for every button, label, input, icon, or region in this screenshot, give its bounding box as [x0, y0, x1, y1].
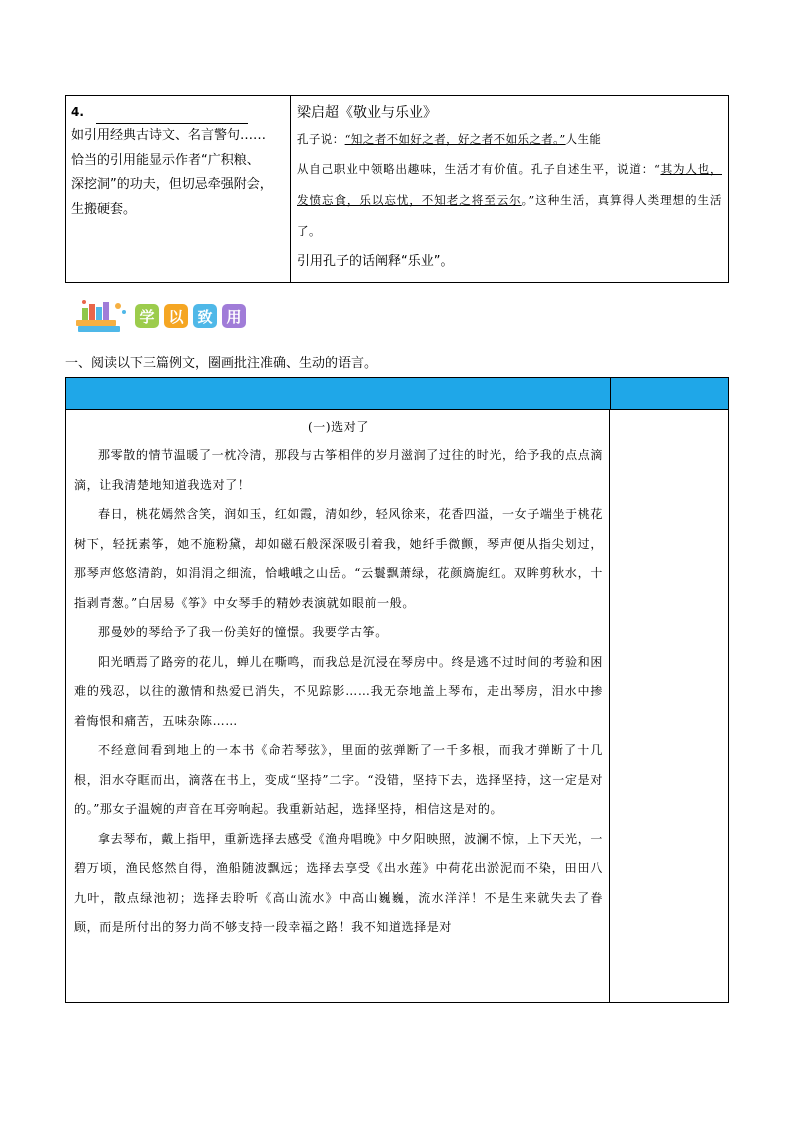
essay-paragraph: 阳光晒焉了路旁的花儿，蝉儿在嘶鸣，而我总是沉浸在琴房中。终是逃不过时间的考验和困难的残忍，以往的激情和热爱已消失，不见踪影……我无奈地盖上琴布，走出琴房，泪水中掺着悔恨和痛苦，五味杂陈…… [74, 654, 603, 728]
banner-char: 用 [222, 304, 246, 328]
item-number-line [71, 102, 286, 124]
example-note: 引用孔子的话阐释“乐业”。 [297, 254, 454, 269]
quote-line [297, 124, 722, 154]
technique-cell [66, 96, 291, 282]
body-text: 。”这种生活，真算得人类理想的生活了。 [297, 193, 722, 238]
table-body [66, 410, 728, 1003]
technique-line: 生搬硬套。 [71, 201, 137, 217]
body-text: 从自己职业中领略出趣味，生活才有价值。孔子自述生平，说道：“ [297, 162, 661, 176]
essay-cell [66, 410, 610, 1003]
reading-table [65, 377, 729, 1003]
banner-char: 学 [135, 304, 159, 328]
exercise-instruction: 一、阅读以下三篇例文，圈画批注准确、生动的语言。 [65, 356, 378, 371]
example-title: 梁启超《敬业与乐业》 [297, 105, 437, 121]
technique-line: 深挖洞”的功夫，但切忌牵强附会， [71, 177, 273, 192]
table-header [66, 378, 728, 410]
quote-prefix: 孔子说： [297, 132, 345, 146]
quote-underlined: “知之者不如好之者，好之者不如乐之者。” [344, 132, 566, 146]
section-banner [74, 296, 246, 336]
technique-line: 恰当的引用能显示作者“广积粮、 [71, 152, 260, 168]
essay-paragraph: 那曼妙的琴给予了我一份美好的憧憬。我要学古筝。 [98, 625, 388, 639]
body-underlined: 其为人也，发愤忘食，乐以忘忧，不知老之将至云尔 [297, 162, 722, 207]
technique-line: 如引用经典古诗文、名言警句…… [71, 128, 267, 143]
annotation-cell[interactable] [610, 410, 728, 1003]
banner-char: 致 [193, 304, 217, 328]
header-cell-text [66, 378, 611, 409]
essay-paragraph: 那零散的情节温暖了一枕冷清，那段与古筝相伴的岁月滋润了过往的时光，给予我的点点滴滴，让我清楚地知道我选对了！ [74, 448, 603, 492]
essay-paragraph: 不经意间看到地上的一本书《命若琴弦》，里面的弦弹断了一千多根，而我才弹断了十几根，泪水夺眶而出，滴落在书上，变成“坚持”二字。“没错，坚持下去，选择坚持，这一定是对的。”那女子温婉的声音在耳旁响起。我重新站起，选择坚持，相信这是对的。 [74, 743, 603, 816]
quote-suffix: 人生能 [565, 132, 602, 146]
example-body [297, 154, 722, 247]
banner-char: 以 [164, 304, 188, 328]
books-icon [74, 298, 130, 334]
essay-paragraph: 拿去琴布，戴上指甲，重新选择去感受《渔舟唱晚》中夕阳映照，波澜不惊，上下天光，一碧万顷，渔民悠然自得，渔船随波飘远；选择去享受《出水莲》中荷花出淤泥而不染，田田八九叶，散点绿池初；选择去聆听《高山流水》中高山巍巍，流水洋洋！不是生来就失去了眷顾，而是所付出的努力尚不够支持一段幸福之路！我不知道选择是对 [74, 831, 603, 934]
example-cell [291, 96, 728, 282]
fill-blank[interactable] [96, 111, 248, 124]
essay-title: (一)选对了 [308, 420, 369, 434]
example-table [65, 95, 729, 283]
essay-paragraph: 春日，桃花嫣然含笑，润如玉，红如霞，清如纱，轻风徐来，花香四溢，一女子端坐于桃花树下，轻抚素筝，她不施粉黛，却如磁石般深深吸引着我，她纤手微颤，琴声便从指尖划过，那琴声悠悠清韵，如涓涓之细流，恰峨峨之山岳。“云鬟飘萧绿，花颜旖旎红。双眸剪秋水，十指剥青葱。”白居易《筝》中女琴手的精妙表演就如眼前一般。 [74, 507, 603, 610]
item-number: 4. [71, 104, 84, 119]
